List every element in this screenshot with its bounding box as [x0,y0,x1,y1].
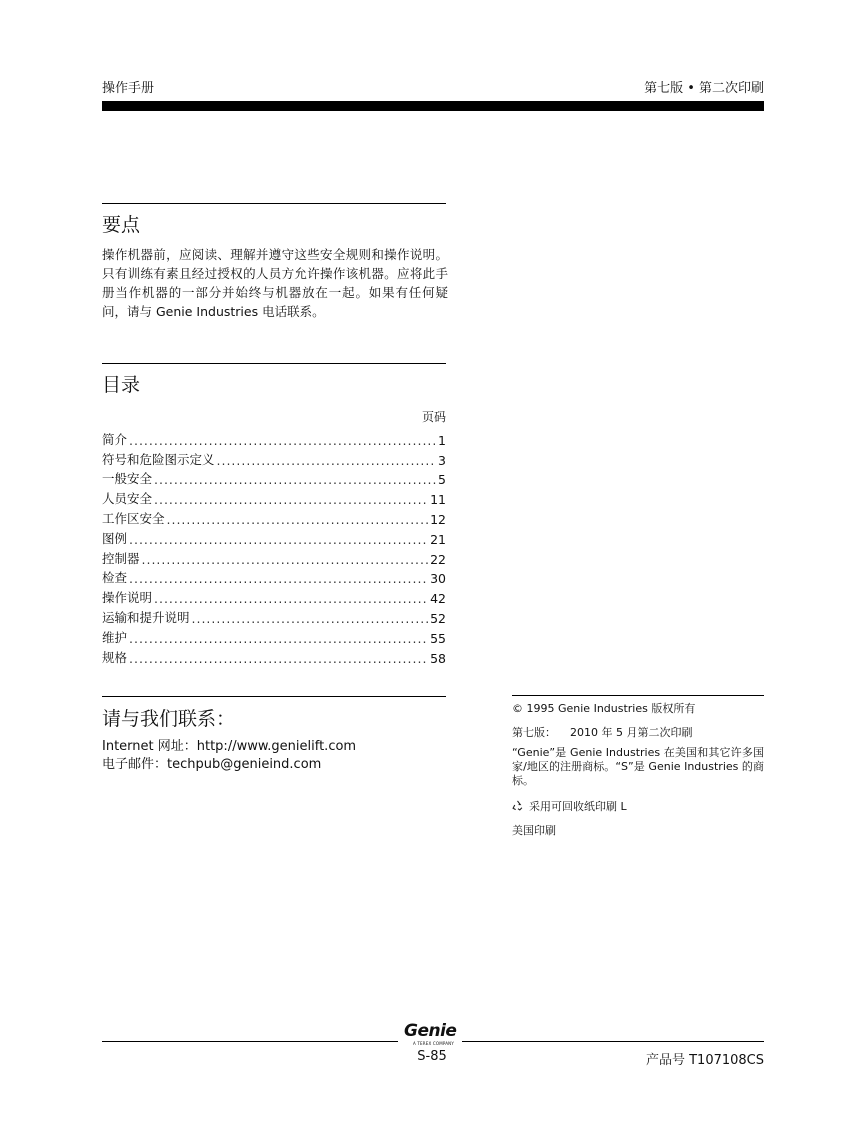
toc-item[interactable] [102,428,446,448]
trademark-text: “Genie”是 Genie Industries 在美国和其它许多国家/地区的注册商标。“S”是 Genie Industries 的商标。 [512,746,764,787]
toc-leader [154,472,436,487]
toc-leader [167,512,429,527]
toc-item-label: 图例 [102,530,128,546]
toc-item-page: 11 [430,492,446,508]
toc-item-page: 58 [430,650,446,666]
toc-item-page: 21 [430,531,446,547]
toc-item[interactable] [102,448,446,468]
edition-label: 第七版： [512,726,556,739]
printed-in: 美国印刷 [512,824,556,837]
toc-item[interactable] [102,507,446,527]
toc-item-page: 42 [430,591,446,607]
recycle-icon [512,800,523,814]
contact-title: 请与我们联系： [102,708,236,730]
toc-item-label: 操作说明 [102,590,153,606]
recycled-line [512,798,764,814]
toc-item-label: 维护 [102,629,128,645]
header-bar [102,101,764,111]
toc-item[interactable] [102,468,446,488]
important-title: 要点 [102,214,141,236]
edition-line [512,724,764,740]
toc-rule [102,363,446,364]
toc-leader [129,433,436,448]
toc-item-page: 1 [438,432,446,448]
page-number: S-85 [417,1049,447,1064]
toc-item-page: 30 [430,571,446,587]
toc-item-label: 简介 [102,431,128,447]
genie-logo-sub: A TEREX COMPANY [413,1041,455,1046]
contact-internet[interactable]: Internet 网址：http://www.genielift.com [102,739,357,754]
contact-rule [102,696,446,697]
header-edition: 第七版 • 第二次印刷 [644,81,764,96]
copyright-rule [512,695,764,696]
toc-leader [129,571,428,586]
toc-item-label: 工作区安全 [102,510,165,526]
recycled-text: 采用可回收纸印刷 L [529,800,627,813]
toc-item-label: 规格 [102,649,128,665]
footer-rule-left [102,1041,398,1042]
toc-item-page: 52 [430,610,446,626]
toc-item[interactable] [102,626,446,646]
toc-item-page: 5 [438,472,446,488]
toc-item-label: 运输和提升说明 [102,609,190,625]
header-manual-title: 操作手册 [102,81,155,96]
important-text: 操作机器前，应阅读、理解并遵守这些安全规则和操作说明。只有训练有素且经过授权的人员方允许操作该机器。应将此手册当作机器的一部分并始终与机器放在一起。如果有任何疑问，请与 Genie Industries 电话联系。 [102,247,448,319]
toc-item[interactable] [102,586,446,606]
toc-item[interactable] [102,646,446,666]
toc-leader [129,631,428,646]
toc-item[interactable] [102,567,446,587]
toc-item-label: 检查 [102,570,128,586]
toc-leader [154,591,428,606]
toc-item[interactable] [102,606,446,626]
toc-item-page: 3 [438,452,446,468]
toc-item-page: 12 [430,511,446,527]
toc-item[interactable] [102,547,446,567]
toc-leader [154,492,428,507]
toc-item[interactable] [102,487,446,507]
contact-email[interactable]: 电子邮件：techpub@genieind.com [102,757,322,772]
toc-item-label: 一般安全 [102,471,153,487]
toc-leader [142,552,429,567]
genie-logo: Genie [404,1021,457,1041]
toc-leader [129,651,428,666]
toc-item-label: 符号和危险图示定义 [102,451,215,467]
part-number: 产品号 T107108CS [645,1053,764,1068]
toc-leader [129,532,428,547]
toc-item-label: 人员安全 [102,491,153,507]
toc-item-page: 22 [430,551,446,567]
toc-item[interactable] [102,527,446,547]
copyright-line: © 1995 Genie Industries 版权所有 [512,702,696,715]
edition-value: 2010 年 5 月第二次印刷 [570,726,693,739]
toc-leader [217,453,437,468]
footer-rule-right [462,1041,764,1042]
toc-item-page: 55 [430,630,446,646]
toc-title: 目录 [102,374,141,396]
important-rule [102,203,446,204]
toc-list [102,428,446,666]
toc-item-label: 控制器 [102,550,140,566]
contact-block [102,738,356,774]
toc-page-label: 页码 [421,410,446,424]
toc-leader [192,611,429,626]
